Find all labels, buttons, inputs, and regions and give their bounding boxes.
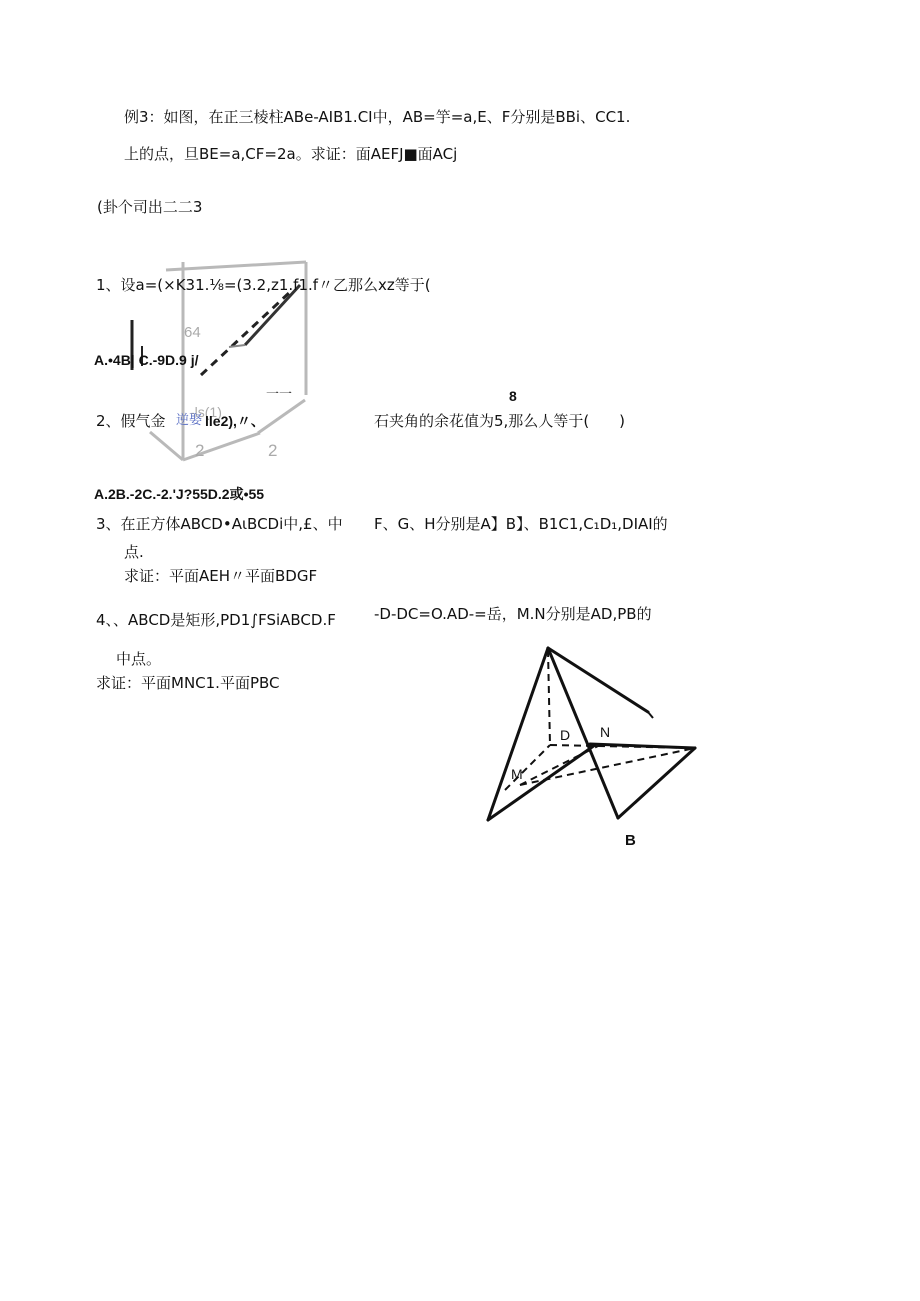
edge-MN bbox=[520, 746, 598, 785]
example3-line2: 上的点，旦BE=a,CF=2a。求证：面AEFJ■面ACj bbox=[124, 145, 458, 163]
edge-PC bbox=[548, 648, 648, 712]
q2-text-mid: lle2),〃、 bbox=[205, 413, 265, 429]
q4-text-left: 4、、ABCD是矩形,PD1∫FSiABCD.F bbox=[96, 611, 336, 629]
q3-cont: 点. bbox=[124, 543, 144, 561]
q2-text-left: 2、假气金 bbox=[96, 412, 166, 430]
q2-options: A.2B.-2C.-2.'J?55D.2或•55 bbox=[94, 486, 265, 502]
faded-label-2b: 2 bbox=[268, 441, 278, 460]
q4-prove: 求证：平面MNC1.平面PBC bbox=[96, 674, 280, 692]
edge-BC bbox=[618, 748, 695, 818]
q3-text-right: F、G、H分别是A】B】、B1C1,C₁D₁,DIAI的 bbox=[374, 515, 668, 533]
edge-MC bbox=[520, 748, 695, 785]
section-heading: (卦个司出二二3 bbox=[97, 198, 203, 216]
q4-text-right: -D-DC=O.AD-=岳，M.N分别是AD,PB的 bbox=[374, 605, 652, 623]
faded-label-64: 64 bbox=[184, 324, 201, 341]
q1-options: A.•4B| C.-9D.9 j/ bbox=[94, 352, 199, 368]
vertex-label-D: D bbox=[560, 727, 571, 743]
faded-label-dash: 一一 bbox=[266, 387, 293, 402]
q1-text: 1、设a=(×K31.⅛=(3.2,z1.f1.f〃乙那么xz等于( bbox=[96, 276, 431, 294]
edge-PD bbox=[548, 650, 550, 745]
vertex-label-M: M bbox=[511, 766, 523, 782]
q2-text-right: 石夹角的余花值为5,那么人等于( ) bbox=[374, 412, 626, 430]
faded-label-2a: 2 bbox=[195, 441, 205, 460]
vertex-label-N: N bbox=[600, 724, 611, 740]
edge-PA bbox=[488, 648, 548, 820]
vertex-label-B: B bbox=[625, 832, 636, 849]
edge-NC bbox=[590, 744, 695, 748]
faded-label-ls1: -ls(1) bbox=[190, 404, 222, 420]
q2-stray-number: 8 bbox=[509, 388, 517, 404]
q3-prove: 求证：平面AEH〃平面BDGF bbox=[124, 567, 318, 585]
example3-line1: 例3：如图，在正三棱柱ABe-AIB1.CI中，AB=竽=a,E、F分别是BBi、CC1. bbox=[124, 108, 631, 126]
q4-cont: 中点。 bbox=[116, 650, 162, 668]
q2-text-overlay: 逆娶 bbox=[176, 413, 203, 428]
q3-text-left: 3、在正方体ABCD•AιBCDi中,£、中 bbox=[96, 515, 343, 533]
